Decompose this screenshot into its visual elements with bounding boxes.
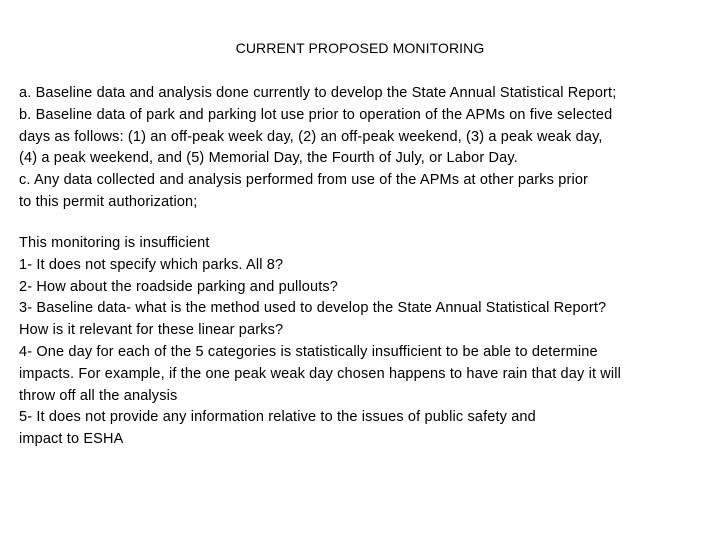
proposal-line: b. Baseline data of park and parking lot use prior to operation of the APMs on five selected bbox=[19, 106, 613, 123]
proposal-line: days as follows: (1) an off-peak week day, (2) an off-peak weekend, (3) a peak weak day, bbox=[19, 128, 603, 145]
critique-line: 5- It does not provide any information relative to the issues of public safety and bbox=[19, 409, 536, 426]
critique-line: throw off all the analysis bbox=[19, 387, 178, 404]
critique-line: 2- How about the roadside parking and pullouts? bbox=[19, 278, 339, 295]
critique-line: 1- It does not specify which parks. All 8? bbox=[19, 256, 284, 273]
critique-line: How is it relevant for these linear parks? bbox=[19, 322, 284, 339]
critique-line: impacts. For example, if the one peak weak day chosen happens to have rain that day it will bbox=[19, 365, 622, 382]
critique-list bbox=[19, 233, 709, 451]
proposal-line: a. Baseline data and analysis done currently to develop the State Annual Statistical Report; bbox=[19, 85, 617, 101]
critique-heading: This monitoring is insufficient bbox=[19, 235, 210, 251]
critique-line: 3- Baseline data- what is the method used to develop the State Annual Statistical Report? bbox=[19, 300, 607, 317]
proposal-line: (4) a peak weekend, and (5) Memorial Day, the Fourth of July, or Labor Day. bbox=[19, 150, 518, 167]
critique-line: 4- One day for each of the 5 categories is statistically insufficient to be able to determine bbox=[19, 343, 598, 360]
critique-line: impact to ESHA bbox=[19, 431, 124, 448]
proposed-monitoring-list bbox=[19, 83, 709, 214]
proposal-line: to this permit authorization; bbox=[19, 193, 198, 210]
slide-title: CURRENT PROPOSED MONITORING bbox=[235, 40, 485, 56]
proposal-line: c. Any data collected and analysis performed from use of the APMs at other parks prior bbox=[19, 172, 589, 189]
